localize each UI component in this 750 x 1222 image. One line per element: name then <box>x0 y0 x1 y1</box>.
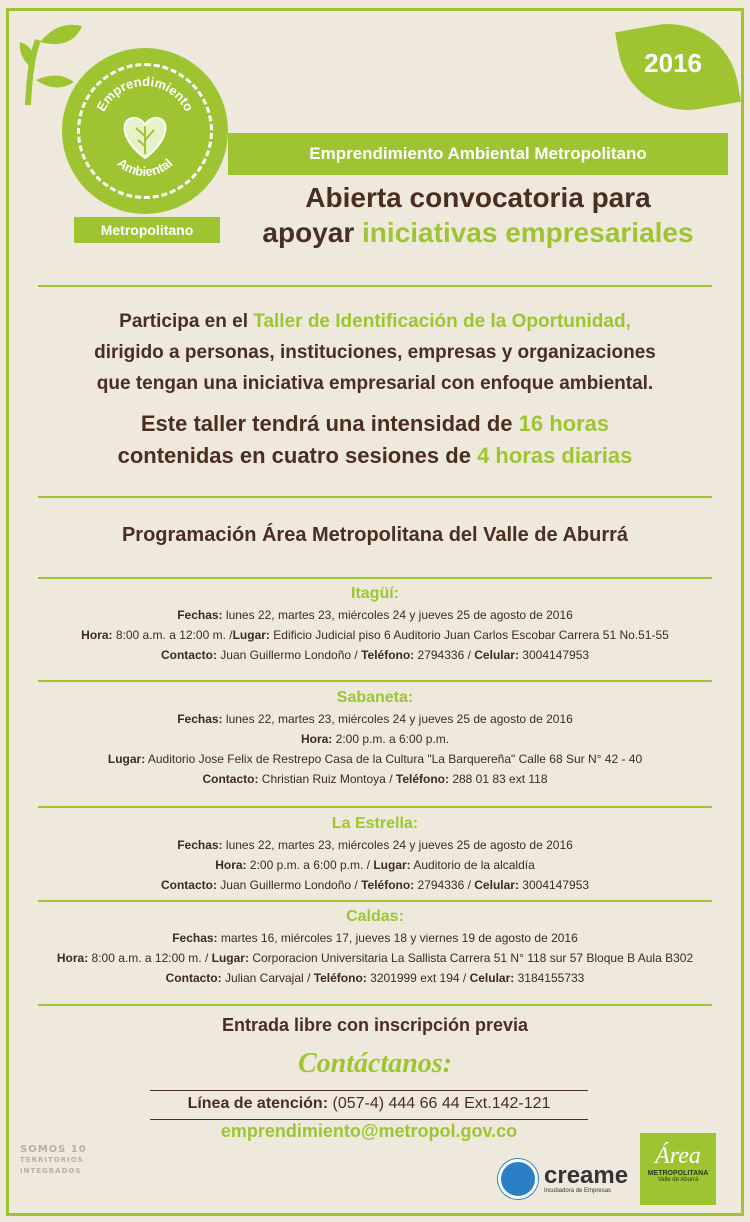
label-fechas: Fechas: <box>177 838 223 852</box>
divider <box>38 900 712 902</box>
value-lugar: Auditorio Jose Felix de Restrepo Casa de la Cultura "La Barquereña" Calle 68 Sur N° 42 - 40 <box>147 752 643 766</box>
label-hora: Hora: <box>215 858 247 872</box>
integrados-label: INTEGRADOS <box>20 1167 82 1175</box>
value-fechas: lunes 22, martes 23, miércoles 24 y jueves 25 de agosto de 2016 <box>225 838 573 852</box>
label-contacto: Contacto: <box>202 772 259 786</box>
value-telefono: 2794336 <box>417 878 465 892</box>
section-title: Caldas: <box>346 908 404 925</box>
hours-b: 16 horas <box>518 411 610 436</box>
section-hora-lugar: Hora: 8:00 a.m. a 12:00 m. /Lugar: Edificio Judicial piso 6 Auditorio Juan Carlos Escobar Carrera 51 No.51-55 <box>81 628 669 642</box>
label-telefono: Teléfono: <box>361 648 415 662</box>
value-contacto: Juan Guillermo Londoño <box>220 878 352 892</box>
label-hora: Hora: <box>56 951 89 965</box>
value-contacto: Juan Guillermo Londoño <box>220 648 352 662</box>
label-hora: Hora: <box>300 732 333 746</box>
value-fechas: lunes 22, martes 23, miércoles 24 y jueves 25 de agosto de 2016 <box>225 608 573 622</box>
label-telefono: Teléfono: <box>395 772 449 786</box>
section-lugar <box>14 749 736 769</box>
entrada-libre: Entrada libre con inscripción previa <box>221 1015 529 1035</box>
year-label: 2016 <box>644 48 702 78</box>
value-telefono: 2794336 <box>417 648 465 662</box>
hours-line1 <box>30 408 720 440</box>
contactanos-heading: Contáctanos: <box>297 1048 453 1079</box>
seal-tag: Metropolitano <box>74 217 220 243</box>
section-fechas <box>14 709 736 729</box>
label-telefono: Teléfono: <box>361 878 415 892</box>
divider <box>38 1004 712 1006</box>
hours-text <box>30 408 720 472</box>
svg-text:Emprendimiento <box>93 74 196 114</box>
headline-line2-a: apoyar <box>262 217 363 248</box>
label-telefono: Teléfono: <box>313 971 367 985</box>
label-contacto: Contacto: <box>160 878 217 892</box>
area-metropolitana-logo <box>640 1133 716 1205</box>
seal-top-text: Emprendimiento <box>93 73 197 114</box>
value-hora: 2:00 p.m. a 6:00 p.m. <box>249 858 364 872</box>
section-fechas <box>14 835 736 855</box>
section-itagui <box>14 583 736 665</box>
value-contacto: Christian Ruiz Montoya <box>261 772 386 786</box>
intro-line2: dirigido a personas, instituciones, empresas y organizaciones <box>94 342 656 363</box>
seal-logo <box>62 48 228 214</box>
value-telefono: 3201999 ext 194 <box>370 971 460 985</box>
hours-c: contenidas en cuatro sesiones de <box>117 443 478 468</box>
label-fechas: Fechas: <box>177 608 223 622</box>
divider <box>150 1119 588 1120</box>
section-hora-lugar: Hora: 2:00 p.m. a 6:00 p.m. / Lugar: Auditorio de la alcaldía <box>215 858 535 872</box>
area-label: Área <box>655 1143 701 1169</box>
value-celular: 3004147953 <box>522 878 590 892</box>
value-lugar: Auditorio de la alcaldía <box>413 858 535 872</box>
section-contacto: Contacto: Julian Carvajal / Teléfono: 3201999 ext 194 / Celular: 3184155733 <box>165 971 585 985</box>
contact-email[interactable]: emprendimiento@metropol.gov.co <box>220 1121 518 1141</box>
seal-ring <box>80 66 210 196</box>
section-contacto: Contacto: Juan Guillermo Londoño / Teléfono: 2794336 / Celular: 3004147953 <box>160 648 590 662</box>
headline <box>228 180 728 250</box>
linea-label: Línea de atención: <box>187 1095 329 1112</box>
headline-line2 <box>228 215 728 250</box>
linea-atencion <box>150 1095 588 1113</box>
somos-label: SOMOS 10 <box>20 1144 87 1155</box>
value-celular: 3184155733 <box>517 971 585 985</box>
label-lugar: Lugar: <box>232 628 270 642</box>
seal-bottom-text: Ambiental <box>114 155 176 180</box>
section-caldas <box>14 906 736 988</box>
label-hora: Hora: <box>81 628 113 642</box>
label-contacto: Contacto: <box>165 971 222 985</box>
headline-line1: Abierta convocatoria para <box>305 182 651 213</box>
divider <box>38 285 712 287</box>
creame-label: creame <box>544 1162 629 1189</box>
program-banner: Emprendimiento Ambiental Metropolitano <box>228 133 728 175</box>
divider <box>38 496 712 498</box>
somos-10-logo <box>20 1144 110 1177</box>
section-la-estrella <box>14 813 736 895</box>
linea-value: (057-4) 444 66 44 Ext.142-121 <box>332 1095 551 1112</box>
area-metro-label: METROPOLITANA <box>647 1170 709 1177</box>
divider <box>38 806 712 808</box>
hours-line2 <box>30 440 720 472</box>
value-fechas: lunes 22, martes 23, miércoles 24 y jueves 25 de agosto de 2016 <box>225 712 573 726</box>
divider <box>38 577 712 579</box>
value-hora: 2:00 p.m. a 6:00 p.m. <box>335 732 450 746</box>
section-title: Sabaneta: <box>336 689 414 706</box>
creame-logo <box>498 1156 638 1202</box>
creame-icon <box>498 1159 538 1199</box>
hours-d: 4 horas diarias <box>477 443 633 468</box>
intro-line1 <box>30 306 720 337</box>
value-lugar: Corporacion Universitaria La Sallista Carrera 51 N° 118 sur 57 Bloque B Aula B302 <box>252 951 694 965</box>
value-fechas: martes 16, miércoles 17, jueves 18 y viernes 19 de agosto de 2016 <box>220 931 578 945</box>
divider <box>150 1090 588 1091</box>
intro-line1-a: Participa en el <box>119 311 254 332</box>
section-sabaneta <box>14 687 736 789</box>
seal-inner <box>77 63 213 199</box>
headline-line2-b: iniciativas empresariales <box>362 217 694 248</box>
value-lugar: Edificio Judicial piso 6 Auditorio Juan Carlos Escobar Carrera 51 No.51-55 <box>273 628 669 642</box>
hours-a: Este taller tendrá una intensidad de <box>140 411 519 436</box>
value-telefono: 288 01 83 ext 118 <box>452 772 548 786</box>
section-title: Itagüí: <box>351 585 399 602</box>
label-lugar: Lugar: <box>211 951 249 965</box>
intro-line1-b: Taller de Identificación de la Oportunidad, <box>253 311 631 332</box>
value-celular: 3004147953 <box>522 648 590 662</box>
label-celular: Celular: <box>474 648 519 662</box>
label-contacto: Contacto: <box>160 648 217 662</box>
value-contacto: Julian Carvajal <box>224 971 304 985</box>
territorios-label: TERRITORIOS <box>20 1156 84 1164</box>
label-lugar: Lugar: <box>107 752 146 766</box>
intro-line3: que tengan una iniciativa empresarial con enfoque ambiental. <box>96 373 654 394</box>
label-lugar: Lugar: <box>373 858 411 872</box>
label-celular: Celular: <box>474 878 519 892</box>
section-hora-lugar: Hora: 8:00 a.m. a 12:00 m. / Lugar: Corporacion Universitaria La Sallista Carrera 51 N° 118 sur 57 Bloque B Aula B302 <box>56 951 694 965</box>
value-hora: 8:00 a.m. a 12:00 m. <box>115 628 226 642</box>
value-hora: 8:00 a.m. a 12:00 m. <box>91 951 202 965</box>
section-title: La Estrella: <box>331 815 419 832</box>
divider <box>38 680 712 682</box>
label-fechas: Fechas: <box>177 712 223 726</box>
section-fechas <box>14 928 736 948</box>
section-contacto: Contacto: Juan Guillermo Londoño / Teléfono: 2794336 / Celular: 3004147953 <box>160 878 590 892</box>
creame-sub-label: Incubadora de Empresas <box>544 1188 612 1194</box>
intro-text <box>30 306 720 399</box>
section-hora <box>14 729 736 749</box>
area-valle-label: Valle de Aburrá <box>657 1177 699 1183</box>
label-fechas: Fechas: <box>172 931 218 945</box>
programacion-title: Programación Área Metropolitana del Valle de Aburrá <box>121 524 629 546</box>
section-contacto: Contacto: Christian Ruiz Montoya / Teléfono: 288 01 83 ext 118 <box>202 772 548 786</box>
label-celular: Celular: <box>469 971 515 985</box>
section-fechas <box>14 605 736 625</box>
